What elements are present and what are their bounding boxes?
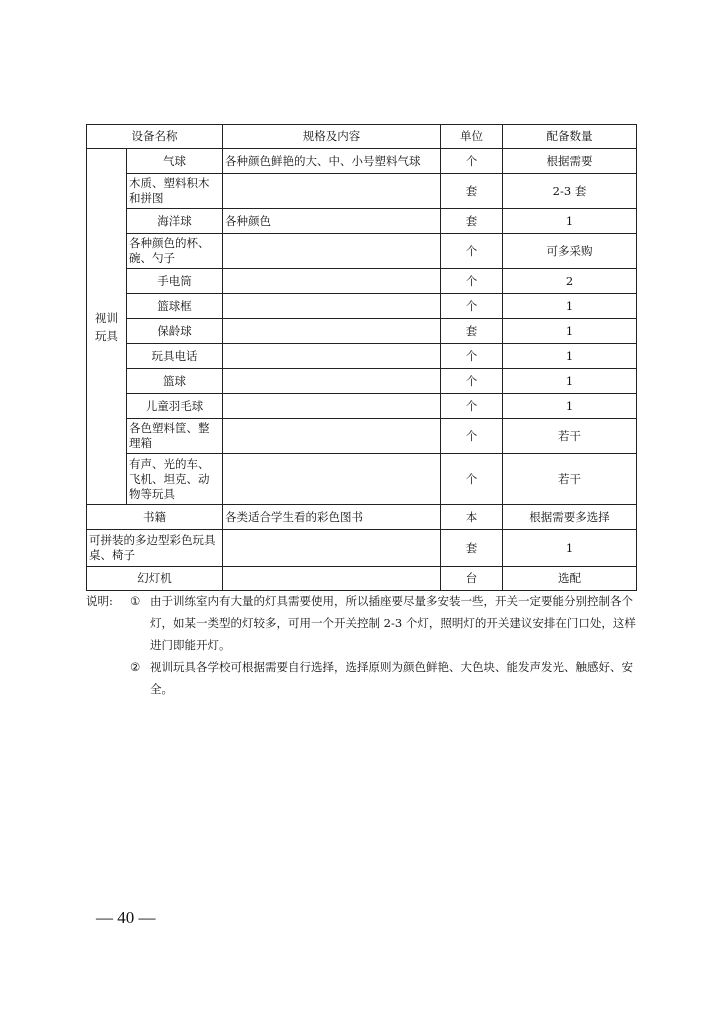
- cell-unit: 个: [441, 419, 503, 454]
- header-unit: 单位: [441, 125, 503, 149]
- cell-spec: 各种颜色: [223, 209, 441, 234]
- cell-spec: [223, 369, 441, 394]
- cell-name: 有声、光的车、飞机、坦克、动物等玩具: [127, 454, 223, 505]
- cell-qty: 根据需要: [503, 149, 637, 174]
- cell-unit: 个: [441, 294, 503, 319]
- cell-name: 各种颜色的杯、碗、勺子: [127, 234, 223, 269]
- cell-qty: 若干: [503, 454, 637, 505]
- cell-name: 幻灯机: [87, 567, 223, 591]
- table-row: [87, 419, 637, 454]
- table-header-row: [87, 125, 637, 149]
- cell-qty: 2-3 套: [503, 174, 637, 209]
- cell-qty: 1: [503, 209, 637, 234]
- table-row: [87, 530, 637, 567]
- cell-qty: 根据需要多选择: [503, 505, 637, 530]
- cell-spec: [223, 269, 441, 294]
- note-text: 视训玩具各学校可根据需要自行选择，选择原则为颜色鲜艳、大色块、能发声发光、触感好、安全。: [150, 660, 633, 696]
- cell-qty: 1: [503, 294, 637, 319]
- cell-name: 篮球: [127, 369, 223, 394]
- table-row: [87, 269, 637, 294]
- table-row: [87, 209, 637, 234]
- cell-spec: [223, 530, 441, 567]
- cell-unit: 套: [441, 174, 503, 209]
- cell-spec: [223, 567, 441, 591]
- note-item: [86, 656, 646, 700]
- table-row: [87, 234, 637, 269]
- cell-qty: 1: [503, 319, 637, 344]
- cell-qty: 可多采购: [503, 234, 637, 269]
- notes-label: 说明:: [86, 594, 113, 608]
- table-row: [87, 505, 637, 530]
- cell-qty: 若干: [503, 419, 637, 454]
- note-number: ①: [130, 594, 141, 608]
- cell-unit: 个: [441, 454, 503, 505]
- cell-spec: [223, 234, 441, 269]
- cell-spec: [223, 454, 441, 505]
- cell-unit: 套: [441, 530, 503, 567]
- table-row: [87, 454, 637, 505]
- cell-unit: 个: [441, 394, 503, 419]
- cell-spec: 各种颜色鲜艳的大、中、小号塑料气球: [223, 149, 441, 174]
- table-row: [87, 319, 637, 344]
- group-label: 视训玩具: [87, 149, 127, 505]
- cell-name: 气球: [127, 149, 223, 174]
- cell-unit: 个: [441, 149, 503, 174]
- cell-unit: 个: [441, 234, 503, 269]
- cell-name: 儿童羽毛球: [127, 394, 223, 419]
- cell-name: 书籍: [87, 505, 223, 530]
- cell-unit: 台: [441, 567, 503, 591]
- cell-name: 海洋球: [127, 209, 223, 234]
- cell-name: 各色塑料筐、整理箱: [127, 419, 223, 454]
- note-text: 由于训练室内有大量的灯具需要使用，所以插座要尽量多安装一些，开关一定要能分别控制各个灯，如某一类型的灯较多，可用一个开关控制 2-3 个灯，照明灯的开关建议安排在门口处，这样进门即能开灯。: [150, 594, 636, 652]
- cell-name: 木质、塑料积木和拼图: [127, 174, 223, 209]
- cell-name: 可拼装的多边型彩色玩具桌、椅子: [87, 530, 223, 567]
- table-row: [87, 567, 637, 591]
- cell-qty: 1: [503, 369, 637, 394]
- cell-spec: [223, 319, 441, 344]
- cell-unit: 本: [441, 505, 503, 530]
- note-item: [86, 590, 646, 656]
- equipment-table: [86, 124, 637, 591]
- cell-spec: [223, 419, 441, 454]
- cell-spec: [223, 394, 441, 419]
- cell-name: 篮球框: [127, 294, 223, 319]
- cell-name: 玩具电话: [127, 344, 223, 369]
- cell-qty: 选配: [503, 567, 637, 591]
- header-qty: 配备数量: [503, 125, 637, 149]
- page-number: — 40 —: [96, 908, 156, 927]
- table-row: [87, 294, 637, 319]
- table-row: [87, 149, 637, 174]
- cell-qty: 2: [503, 269, 637, 294]
- table-row: [87, 369, 637, 394]
- cell-qty: 1: [503, 394, 637, 419]
- cell-name: 保龄球: [127, 319, 223, 344]
- header-name: 设备名称: [87, 125, 223, 149]
- cell-qty: 1: [503, 344, 637, 369]
- notes: [86, 590, 646, 700]
- cell-unit: 套: [441, 319, 503, 344]
- cell-spec: [223, 344, 441, 369]
- note-number: ②: [130, 660, 141, 674]
- header-spec: 规格及内容: [223, 125, 441, 149]
- cell-qty: 1: [503, 530, 637, 567]
- cell-unit: 个: [441, 269, 503, 294]
- cell-unit: 个: [441, 344, 503, 369]
- cell-spec: 各类适合学生看的彩色图书: [223, 505, 441, 530]
- cell-name: 手电筒: [127, 269, 223, 294]
- table-row: [87, 344, 637, 369]
- cell-unit: 套: [441, 209, 503, 234]
- cell-spec: [223, 294, 441, 319]
- table-row: [87, 174, 637, 209]
- table-row: [87, 394, 637, 419]
- cell-spec: [223, 174, 441, 209]
- cell-unit: 个: [441, 369, 503, 394]
